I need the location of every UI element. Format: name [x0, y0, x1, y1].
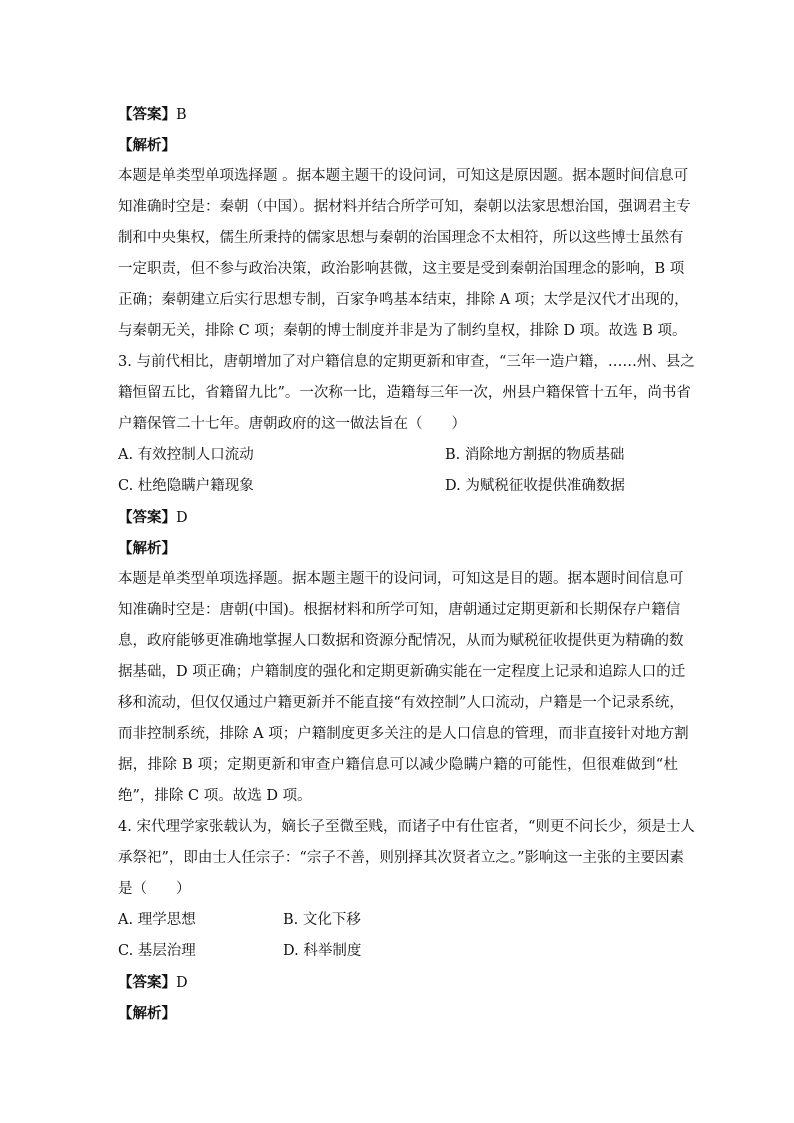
- q4-answer: [118, 967, 678, 998]
- q3-answer: [118, 502, 678, 533]
- q3-options-row-1: [118, 440, 678, 471]
- option-c: C. 基层治理: [118, 943, 196, 959]
- analysis-line: 据基础，D 项正确；户籍制度的强化和定期更新确实能在一定程度上记录和追踪人口的迁: [118, 664, 686, 680]
- option-d: D. 为赋税征收提供准确数据: [445, 478, 625, 494]
- analysis-line: 息，政府能够更准确地掌握人口数据和资源分配情况，从而为赋税征收提供更为精确的数: [118, 633, 684, 649]
- analysis-line: 绝”，排除 C 项。故选 D 项。: [118, 788, 312, 804]
- q3-options-row-2: [118, 471, 678, 502]
- analysis-line: 而非控制系统，排除 A 项；户籍制度更多关注的是人口信息的管理，而非直接针对地方割: [118, 726, 689, 742]
- stem-line: 籍恒留五比，省籍留九比”。一次称一比，造籍每三年一次，州县户籍保管十五年，尚书省: [118, 385, 691, 401]
- q4-options-row-1: [118, 905, 678, 936]
- q3-analysis-label: 【解析】: [118, 540, 176, 557]
- option-b: B. 文化下移: [283, 912, 361, 928]
- analysis-line: 知准确时空是：唐朝(中国)。根据材料和所学可知，唐朝通过定期更新和长期保存户籍信: [118, 602, 681, 618]
- option-b: B. 消除地方割据的物质基础: [445, 447, 625, 463]
- option-c: C. 杜绝隐瞒户籍现象: [118, 478, 254, 494]
- option-a: A. 理学思想: [118, 912, 196, 928]
- q4-options-row-2: [118, 936, 678, 967]
- q3-analysis: [118, 564, 689, 812]
- analysis-line: 正确；秦朝建立后实行思想专制，百家争鸣基本结束，排除 A 项；太学是汉代才出现的，: [118, 292, 689, 308]
- analysis-line: 与秦朝无关，排除 C 项；秦朝的博士制度并非是为了制约皇权，排除 D 项。故选 B 项。: [118, 323, 687, 339]
- answer-label: 【答案】: [118, 974, 176, 991]
- answer-label: 【答案】: [118, 509, 176, 526]
- stem-line: 承祭祀”，即由士人任宗子：“宗子不善，则别择其次贤者立之。”影响这一主张的主要因素: [118, 850, 684, 866]
- analysis-line: 一定职责，但不参与政治决策，政治影响甚微，这主要是受到秦朝治国理念的影响，B 项: [118, 261, 685, 277]
- answer-value: B: [176, 107, 187, 123]
- answer-value: D: [176, 975, 188, 991]
- analysis-line: 本题是单类型单项选择题 。据本题主题干的设问词，可知这是原因题。据本题时间信息可: [118, 168, 689, 184]
- q3-stem: [118, 347, 695, 440]
- analysis-line: 知准确时空是：秦朝（中国）。据材料并结合所学可知，秦朝以法家思想治国，强调君主专: [118, 199, 691, 215]
- stem-line: 户籍保管二十七年。唐朝政府的这一做法旨在（ ）: [118, 416, 466, 432]
- q4-stem: [118, 812, 695, 905]
- q2-answer: [118, 99, 678, 130]
- stem-line: 4. 宋代理学家张载认为，嫡长子至微至贱，而诸子中有仕宦者，“则更不问长少，须是士人: [118, 819, 695, 835]
- analysis-line: 据，排除 B 项；定期更新和审查户籍信息可以减少隐瞒户籍的可能性，但很难做到“杜: [118, 757, 678, 773]
- analysis-line: 移和流动，但仅仅通过户籍更新并不能直接“有效控制”人口流动，户籍是一个记录系统，: [118, 695, 684, 711]
- answer-value: D: [176, 510, 188, 526]
- option-a: A. 有效控制人口流动: [118, 447, 254, 463]
- analysis-line: 制和中央集权，儒生所秉持的儒家思想与秦朝的治国理念不太相符，所以这些博士虽然有: [118, 230, 684, 246]
- analysis-line: 本题是单类型单项选择题。据本题主题干的设问词，可知这是目的题。据本题时间信息可: [118, 571, 684, 587]
- stem-line: 3. 与前代相比，唐朝增加了对户籍信息的定期更新和审查，“三年一造户籍，……州、县之: [118, 354, 695, 370]
- option-d: D. 科举制度: [283, 943, 362, 959]
- stem-line: 是（ ）: [118, 881, 191, 897]
- answer-label: 【答案】: [118, 106, 176, 123]
- q4-analysis-label: 【解析】: [118, 1005, 176, 1022]
- q2-analysis-label: 【解析】: [118, 137, 176, 154]
- q2-analysis: [118, 161, 691, 347]
- document-page: [118, 99, 695, 1029]
